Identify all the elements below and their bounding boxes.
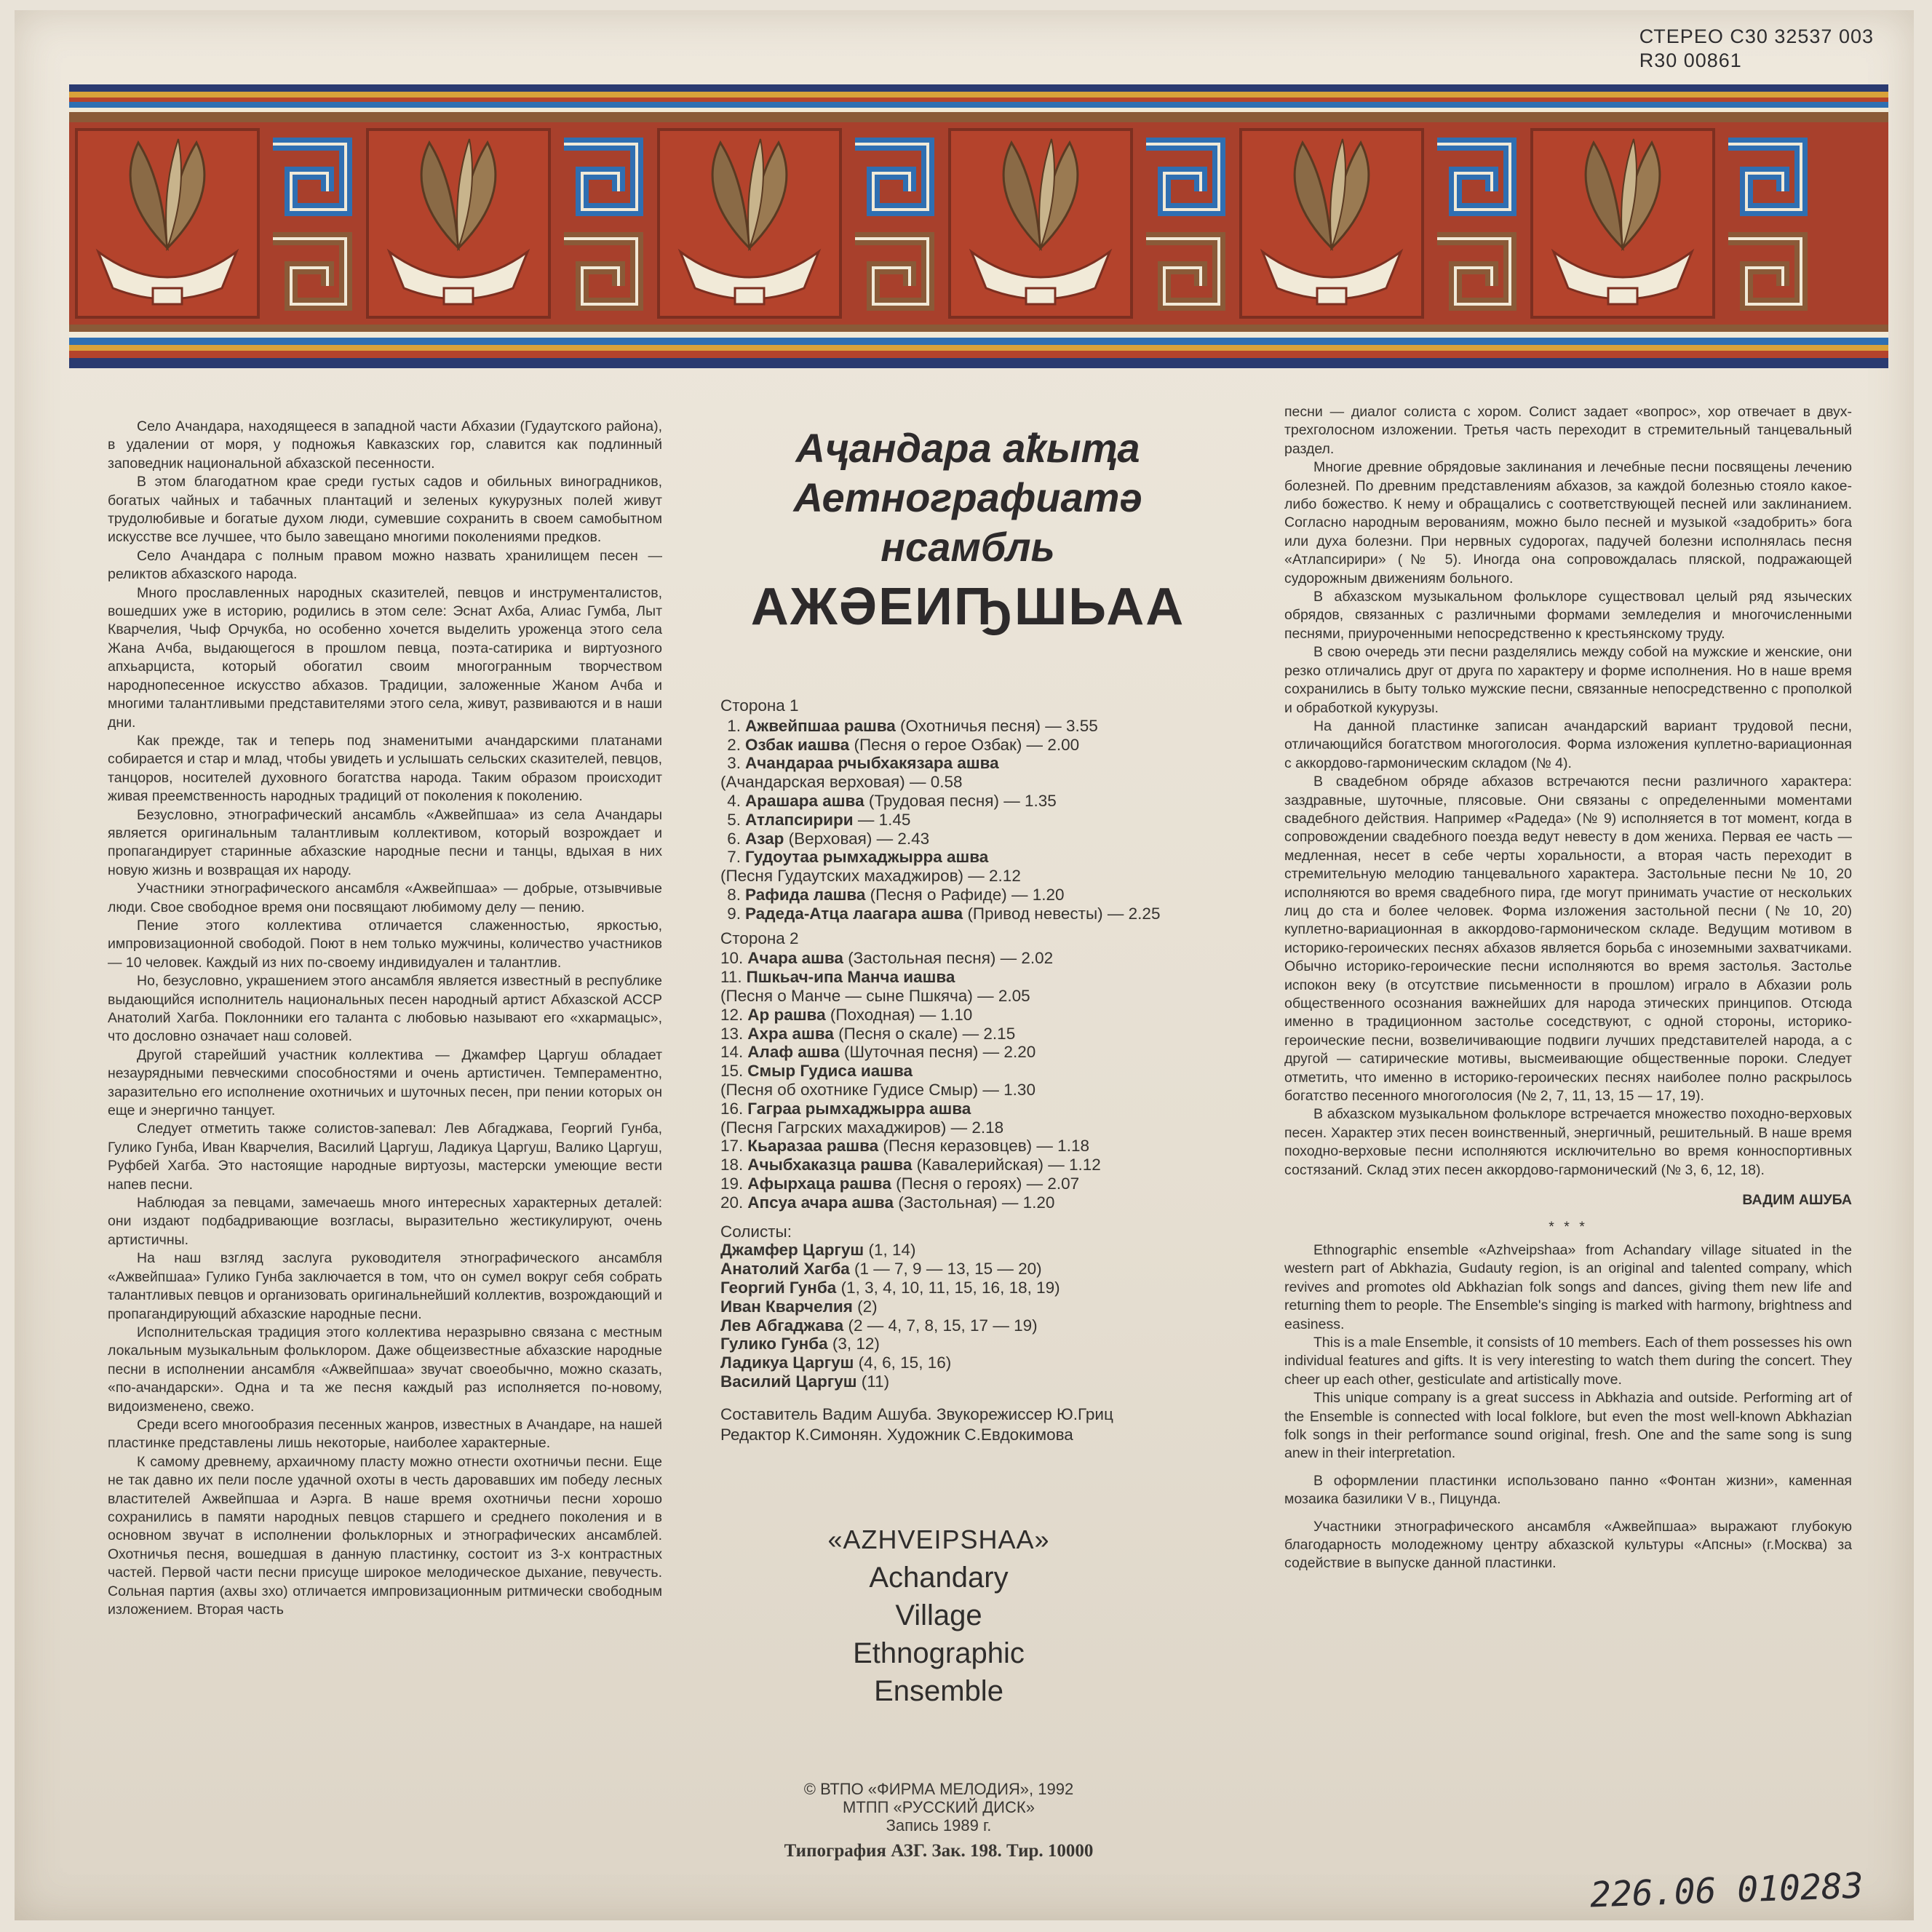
track-item bbox=[720, 1156, 1259, 1174]
track-subtitle: (Песня об охотнике Гудисе Смыр) — 1.30 bbox=[720, 1080, 1035, 1099]
track-title: Ачандараа рчыбхакязара ашва bbox=[745, 754, 999, 773]
track-item bbox=[720, 811, 1259, 830]
track-title: Азар bbox=[745, 829, 784, 848]
left-paragraph: Как прежде, так и теперь под знаменитыми ачандарскими платанами собирается и стар и млад, чтобы увидеть и услышать сельских сказителей, певцов, танцоров, носителей духовного богатства народа. Таким образом происходит живая преемственность народных традиций от поколения к поколению. bbox=[108, 732, 662, 805]
track-number: 13. bbox=[720, 1024, 744, 1043]
separator-stars: * * * bbox=[1549, 1219, 1588, 1236]
english-paragraph: Ethnographic ensemble «Azhveipshaa» from Achandary village situated in the western part of Abkhazia, Gudauty region, is an original and talented company, which revives and promotes old Abkhazian folk songs and dances, giving them new life and returning them to people. The Ensemble's singing is marked with harmony, brightness and easiness. bbox=[1284, 1241, 1852, 1332]
left-paragraph: Следует отметить также солистов-запевал: Лев Абгаджава, Георгий Гунба, Гулико Гунба, Иван Кварчелия, Василий Царгуш, Ладикуа Царгуш, Валико Царгуш, Руфбей Хагба. Это настоящие народные виртуозы, мастерски умеющие вести напев песни. bbox=[108, 1121, 662, 1193]
soloist-item bbox=[720, 1353, 1259, 1372]
track-subtitle: (Песня о Манче — сыне Пшкяча) — 2.05 bbox=[720, 986, 1030, 1005]
track-title: Атлапсирири bbox=[745, 810, 854, 829]
track-item bbox=[720, 792, 1259, 811]
soloist-item bbox=[720, 1335, 1259, 1353]
left-paragraph: Село Ачандара, находящееся в западной части Абхазии (Гудаутского района), в удалении от моря, у подножья Кавказских гор, славится как подлинный заповедник национальной абхазской песенности. bbox=[108, 418, 662, 472]
soloist-tracks: (2) bbox=[852, 1297, 878, 1316]
track-number: 9. bbox=[727, 904, 741, 923]
track-item bbox=[720, 1100, 1259, 1118]
track-item bbox=[720, 848, 1259, 867]
soloist-name: Лев Абгаджава bbox=[720, 1316, 844, 1335]
soloist-tracks: (1, 14) bbox=[864, 1241, 916, 1260]
track-subtitle: (Песня Гудаутских махаджиров) — 2.12 bbox=[720, 867, 1021, 886]
track-title: Ачара ашва bbox=[747, 949, 843, 968]
track-description: (Песня о героях) — 2.07 bbox=[891, 1174, 1080, 1193]
track-item bbox=[720, 1025, 1259, 1043]
soloist-name: Джамфер Царгуш bbox=[720, 1241, 864, 1260]
title-line-1: Аҷандара аҟыҭа bbox=[795, 425, 1140, 471]
credits-line-1: Составитель Вадим Ашуба. Звукорежиссер Ю.Гриц bbox=[720, 1404, 1113, 1423]
track-title: Апсуа ачара ашва bbox=[747, 1193, 894, 1212]
track-title: Арашара ашва bbox=[745, 791, 864, 810]
track-title: Гудоутаа рымхаджырра ашва bbox=[745, 848, 989, 867]
author-name: ВАДИМ АШУБА bbox=[1742, 1192, 1852, 1209]
left-paragraph: Другой старейший участник коллектива — Джамфер Царгуш обладает незаурядными певческими способностями и очень артистичен. Темпераментно, заразительно его исполнение охотничьих и шуточных песен, при пении которых он еще и энергично танцует. bbox=[108, 1046, 662, 1119]
copyright-line: © ВТПО «ФИРМА МЕЛОДИЯ», 1992 bbox=[803, 1780, 1074, 1798]
right-paragraph: В свою очередь эти песни разделялись между собой на мужские и женские, они резко отличались друг от друга по характеру и форме исполнения. Но в наше время сохранились в быту только мужские песни, связанные непосредственно с прополкой и обработкой кукурузы. bbox=[1284, 644, 1852, 716]
track-title: Ачыбхаказца рашва bbox=[747, 1156, 913, 1174]
right-paragraph: В абхазском музыкальном фольклоре встречается множество походно-верховых песен. Характер этих песен воинственный, энергичный, решительный. В наше время походно-верховые песни исполняются исключительно во время конноспортивных состязаний. Склад этих песен аккордово-гармонический (№ 3, 6, 12, 18). bbox=[1284, 1106, 1852, 1178]
track-description: (Песня керазовцев) — 1.18 bbox=[878, 1137, 1089, 1156]
track-item bbox=[720, 1137, 1259, 1156]
track-description: (Песня о герое Озбак) — 2.00 bbox=[849, 735, 1080, 754]
track-item bbox=[720, 717, 1259, 736]
track-title: Ажвейпшаа рашва bbox=[745, 716, 896, 735]
track-title: Гаграа рымхаджырра ашва bbox=[747, 1099, 971, 1118]
ensemble-name: АЖӘЕИҦШЬАА bbox=[750, 578, 1185, 636]
soloist-item bbox=[720, 1241, 1259, 1260]
track-description: (Привод невесты) — 2.25 bbox=[963, 904, 1161, 923]
track-description: (Трудовая песня) — 1.35 bbox=[864, 791, 1057, 810]
track-description: (Песня о Рафиде) — 1.20 bbox=[865, 885, 1065, 904]
track-item bbox=[720, 1043, 1259, 1062]
track-item bbox=[720, 949, 1259, 968]
track-number: 2. bbox=[727, 735, 741, 754]
soloists-label: Солисты: bbox=[720, 1222, 792, 1241]
catalog-line-2: R30 00861 bbox=[1639, 49, 1742, 71]
credits bbox=[720, 1404, 1259, 1445]
side-1-label: Сторона 1 bbox=[720, 696, 799, 715]
album-title bbox=[699, 424, 1237, 642]
right-text-column bbox=[1284, 403, 1852, 1573]
side-2-tracks bbox=[720, 949, 1259, 1212]
left-paragraph: Исполнительская традиция этого коллектива неразрывно связана с местным локальным музыкальным фольклором. Даже общеизвестные абхазские народные песни в исполнении ансамбля «Ажвейпшаа» звучат своеобычно, можно сказать, «по-ачандарски». Одна и та же песня каждый раз исполняется по-новому, видоизменено, свежо. bbox=[108, 1324, 662, 1415]
track-item bbox=[720, 1193, 1259, 1212]
soloist-item bbox=[720, 1279, 1259, 1297]
track-description: (Охотничья песня) — 3.55 bbox=[895, 716, 1098, 735]
track-description: (Песня о скале) — 2.15 bbox=[833, 1024, 1016, 1043]
track-number: 12. bbox=[720, 1005, 744, 1024]
track-number: 20. bbox=[720, 1193, 744, 1212]
right-paragraph: В абхазском музыкальном фольклоре существовал целый ряд языческих обрядов, связанных с различными формами земледелия и многочисленными песнями, приуроченными непосредственно к крестьянскому труду. bbox=[1284, 589, 1852, 642]
track-title: Озбак иашва bbox=[745, 735, 850, 754]
track-title: Смыр Гудиса иашва bbox=[747, 1062, 913, 1081]
soloist-name: Иван Кварчелия bbox=[720, 1297, 853, 1316]
soloist-name: Ладикуа Царгуш bbox=[720, 1353, 854, 1372]
track-title: Пшкьач-ипа Манча иашва bbox=[746, 968, 955, 987]
track-title: Алаф ашва bbox=[747, 1043, 840, 1062]
tracklist bbox=[720, 696, 1259, 1445]
track-description: (Шуточная песня) — 2.20 bbox=[839, 1043, 1036, 1062]
track-number: 1. bbox=[727, 716, 741, 735]
left-paragraph: Участники этнографического ансамбля «Ажвейпшаа» — добрые, отзывчивые люди. Свое свободное время они посвящают любимому делу — пению. bbox=[108, 880, 662, 915]
track-item bbox=[720, 1062, 1259, 1081]
soloist-tracks: (11) bbox=[856, 1372, 890, 1391]
track-item bbox=[720, 830, 1259, 848]
track-item bbox=[720, 886, 1259, 905]
right-paragraph: Многие древние обрядовые заклинания и лечебные песни посвящены лечению болезней. По древним представлениям абхазов, за каждой болезнью стояло какое-либо божество. К нему и обращались с соответствующей песней или заклинанием. Согласно народным верованиям, можно было песней и музыкой «задобрить» бога или духа болезни. При нервных судорогах, падучей болезни исполнялась песня «Атлапсирири» (№ 5). Иногда она сопровождалась пляской, подражающей судорожным движениям больного. bbox=[1284, 459, 1852, 587]
left-paragraph: Среди всего многообразия песенных жанров, известных в Ачандаре, на нашей пластинке представлены лишь некоторые, наиболее характерные. bbox=[108, 1416, 662, 1452]
english-title bbox=[720, 1521, 1157, 1710]
left-paragraph: Наблюдая за певцами, замечаешь много интересных характерных деталей: они издают подбадривающие возгласы, выразительно жестикулируют, очень артистичны. bbox=[108, 1195, 662, 1248]
track-number: 6. bbox=[727, 829, 741, 848]
track-title: Афырхаца рашва bbox=[747, 1174, 891, 1193]
track-number: 18. bbox=[720, 1156, 744, 1174]
left-paragraph: В этом благодатном крае среди густых садов и обильных виноградников, богатых чайных и табачных плантаций и зеленых кукурузных полей живут трудолюбивые и богатые духом люди, сумевшие сохранить в своем самобытном искусстве все лучшее, что было завещано многими поколениями предков. bbox=[108, 474, 662, 546]
track-item bbox=[720, 968, 1259, 987]
english-paragraph: This is a male Ensemble, it consists of 10 members. Each of them possesses his own individual features and gifts. It is very interesting to watch them during the concert. They cheer up each other, gesticulate and artistically move. bbox=[1284, 1334, 1852, 1388]
soloist-name: Гулико Гунба bbox=[720, 1335, 828, 1353]
track-title: Кьаразаа рашва bbox=[747, 1137, 879, 1156]
track-number: 7. bbox=[727, 848, 741, 867]
title-line-3: нсамбль bbox=[880, 524, 1055, 570]
track-description: (Кавалерийская) — 1.12 bbox=[912, 1156, 1101, 1174]
track-item bbox=[720, 1006, 1259, 1025]
track-description: — 1.45 bbox=[853, 810, 911, 829]
soloist-item bbox=[720, 1260, 1259, 1279]
side-1-tracks bbox=[720, 717, 1259, 923]
track-number: 14. bbox=[720, 1043, 744, 1062]
english-title-line-3: Village bbox=[895, 1599, 982, 1631]
track-number: 5. bbox=[727, 810, 741, 829]
design-note: В оформлении пластинки использовано панно «Фонтан жизни», каменная мозаика базилики V в., Пицунда. bbox=[1284, 1472, 1852, 1508]
track-description: (Верховая) — 2.43 bbox=[784, 829, 930, 848]
track-number: 19. bbox=[720, 1174, 744, 1193]
track-number: 10. bbox=[720, 949, 744, 968]
track-number: 8. bbox=[727, 885, 741, 904]
left-paragraph: На наш взгляд заслуга руководителя этнографического ансамбля «Ажвейпшаа» Гулико Гунба заключается в том, что он сумел вокруг себя собрать талантливых певцов и организовать оригинальнейший коллектив, возрождающий и пропагандирующий абхазские народные песни. bbox=[108, 1250, 662, 1322]
soloist-name: Анатолий Хагба bbox=[720, 1260, 850, 1279]
soloist-tracks: (3, 12) bbox=[827, 1335, 880, 1353]
track-title: Ахра ашва bbox=[747, 1024, 834, 1043]
left-paragraph: Пение этого коллектива отличается слаженностью, яркостью, импровизационной свободой. Поют в нем только мужчины, количество участников — 10 человек. Каждый из них по-своему индивидуален и талантлив. bbox=[108, 917, 662, 971]
handwritten-number: 226.06 010283 bbox=[1589, 1865, 1864, 1916]
english-title-line-5: Ensemble bbox=[874, 1675, 1003, 1707]
english-paragraph: This unique company is a great success in Abkhazia and outside. Performing art of the Ensemble is connected with local folklore, but even the most well-known Abkhazian folk songs in their performance sound original, fresh. One and the same song is sung anew in their interpretation. bbox=[1284, 1390, 1852, 1462]
soloist-name: Георгий Гунба bbox=[720, 1278, 837, 1297]
track-item bbox=[720, 754, 1259, 773]
track-description: (Застольная) — 1.20 bbox=[893, 1193, 1055, 1212]
soloist-tracks: (1 — 7, 9 — 13, 15 — 20) bbox=[849, 1260, 1042, 1279]
print-info: Типография АЗГ. Зак. 198. Тир. 10000 bbox=[784, 1841, 1094, 1861]
left-paragraph: Село Ачандара с полным правом можно назвать хранилищем песен — реликтов абхазского народа. bbox=[108, 547, 662, 583]
english-title-line-2: Achandary bbox=[869, 1562, 1009, 1594]
left-paragraph: Безусловно, этнографический ансамбль «Ажвейпшаа» из села Ачандары является оригинальным талантливым коллективом, который возрождает и пропагандирует старинные абхазские народные песни и танцы, вдыхая в них новую жизнь и возвращая их народу. bbox=[108, 806, 662, 878]
catalog-line-1: СТЕРЕО С30 32537 003 bbox=[1639, 25, 1874, 47]
publisher-info bbox=[720, 1780, 1157, 1860]
track-number: 3. bbox=[727, 754, 741, 773]
left-text-column bbox=[108, 418, 662, 1619]
soloists-list bbox=[720, 1241, 1259, 1391]
track-number: 11. bbox=[720, 968, 742, 987]
track-subtitle: (Песня Гагрских махаджиров) — 2.18 bbox=[720, 1118, 1004, 1137]
track-title: Радеда-Атца лаагара ашва bbox=[745, 904, 963, 923]
left-paragraph: К самому древнему, архаичному пласту можно отнести охотничьи песни. Еще не так давно их пели после удачной охоты в честь даровавших им победу лесных властителей Ажвейпшаа и Аэрга. В наше время охотничьи песни хорошо сохранились в памяти народных певцов старшего и среднего поколения и в основном звучат в исполнении фольклорных и этнографических ансамблей. Охотничья песня, вошедшая в данную пластинку, состоит из 3-х контрастных частей. Первой части песни присуще широкое мелодическое дыхание, певучесть. Сольная партия (ахвы зхо) отличается импровизационным ритмически свободным изложением. Вторая часть bbox=[108, 1453, 662, 1618]
track-item bbox=[720, 1174, 1259, 1193]
soloist-tracks: (4, 6, 15, 16) bbox=[854, 1353, 952, 1372]
side-2-label: Сторона 2 bbox=[720, 929, 799, 947]
catalog-number bbox=[1639, 25, 1874, 73]
ornament-band bbox=[69, 84, 1888, 368]
soloist-item bbox=[720, 1372, 1259, 1391]
title-line-2: Аетнографиатә bbox=[793, 474, 1142, 520]
soloist-tracks: (2 — 4, 7, 8, 15, 17 — 19) bbox=[843, 1316, 1038, 1335]
soloist-item bbox=[720, 1297, 1259, 1316]
right-paragraph: На данной пластинке записан ачандарский вариант трудовой песни, отличающийся богатством многоголосия. Форма изложения куплетно-вариационная с аккордово-гармоническим складом (№ 4). bbox=[1284, 717, 1852, 771]
track-number: 16. bbox=[720, 1099, 744, 1118]
track-item bbox=[720, 736, 1259, 755]
english-title-line-4: Ethnographic bbox=[853, 1637, 1025, 1669]
track-description: (Застольная песня) — 2.02 bbox=[843, 949, 1054, 968]
recording-year: Запись 1989 г. bbox=[886, 1816, 992, 1834]
track-subtitle: (Ачандарская верховая) — 0.58 bbox=[720, 773, 963, 792]
english-title-line-1: «AZHVEIPSHAA» bbox=[827, 1524, 1050, 1554]
soloist-tracks: (1, 3, 4, 10, 11, 15, 16, 18, 19) bbox=[836, 1278, 1060, 1297]
track-title: Рафида лашва bbox=[745, 885, 866, 904]
track-number: 4. bbox=[727, 791, 741, 810]
right-paragraph: В свадебном обряде абхазов встречаются песни различного характера: заздравные, шуточные, плясовые. Они связаны с определенными моментами свадебного действия. Например «Радеда» (№ 9) исполняется в тот момент, когда в сопровождении свадебного поезда ведут невесту в дом жениха. Первая ее часть — медленная, несет в себе черты хоральности, а вторая часть переходит в стремительную мелодию танцевального характера. Застольные песни № 10, 20 исполняются во время свадебного пира, где могут принимать участие от нескольких лиц до ста и более человек. Форма изложения застольной песни (№ 10, 20) куплетно-вариационная в аккордово-гармоническом складе. Ведущим мотивом в историко-героических песнях абхазов является борьба с иноземными захватчиками. Обычно историко-героические песни исполняются во время застолья. Застолье испокон веку (в отсутствие письменности в прошлом) играло в Абхазии роль общественного осознания важнейших для народа этических принципов. Отсюда именно в традиционном застолье соседствуют, с одной стороны, историко-героические песни, возвеличивающие подвиги лучших представителей народа, а с другой — сатирические мотивы, высмеивающие общественные пороки. Следует отметить, что именно в историко-героических песнях наиболее полно раскрылось богатство песенного многоголосия (№ 2, 7, 11, 13, 15 — 17, 19). bbox=[1284, 774, 1852, 1105]
soloist-item bbox=[720, 1316, 1259, 1335]
credits-line-2: Редактор К.Симонян. Художник С.Евдокимова bbox=[720, 1425, 1073, 1444]
right-paragraph: песни — диалог солиста с хором. Солист задает «вопрос», хор отвечает в двух-трехголосном изложении. Третья часть переходит в стремительный танцевальный раздел. bbox=[1284, 404, 1852, 457]
track-number: 15. bbox=[720, 1062, 744, 1081]
track-number: 17. bbox=[720, 1137, 744, 1156]
publisher-line: МТПП «РУССКИЙ ДИСК» bbox=[843, 1798, 1035, 1816]
thanks-note: Участники этнографического ансамбля «Ажвейпшаа» выражают глубокую благодарность молодежному центру абхазской культуры «Апсны» (г.Москва) за содействие в выпуске данной пластинки. bbox=[1284, 1518, 1852, 1572]
track-description: (Походная) — 1.10 bbox=[825, 1005, 973, 1024]
left-paragraph: Много прославленных народных сказителей, певцов и инструменталистов, вошедших уже в историю, родились в этом селе: Эснат Ахба, Алиас Гумба, Лыт Кварчелия, Чыф Орчукба, но особенно хочется выделить уроженца этого села Жана Ачба, выдающегося в прошлом певца, поэта-сатирика и виртуозного апхьарциста, который обогатил своим многогранным творчеством народнопесенное искусство абхазов. Традиции, заложенные Жаном Ачба и многими талантливыми представителями этого села, живут, развиваются и в наши дни. bbox=[108, 584, 662, 731]
track-item bbox=[720, 905, 1259, 923]
soloist-name: Василий Царгуш bbox=[720, 1372, 857, 1391]
track-title: Ар рашва bbox=[747, 1005, 826, 1024]
left-paragraph: Но, безусловно, украшением этого ансамбля является известный в республике выдающийся исполнитель национальных песен народный артист Абхазской АССР Анатолий Хагба. Поклонники его таланта с любовью называют его «хкармацыс», что дословно означает наш соловей. bbox=[108, 973, 662, 1045]
